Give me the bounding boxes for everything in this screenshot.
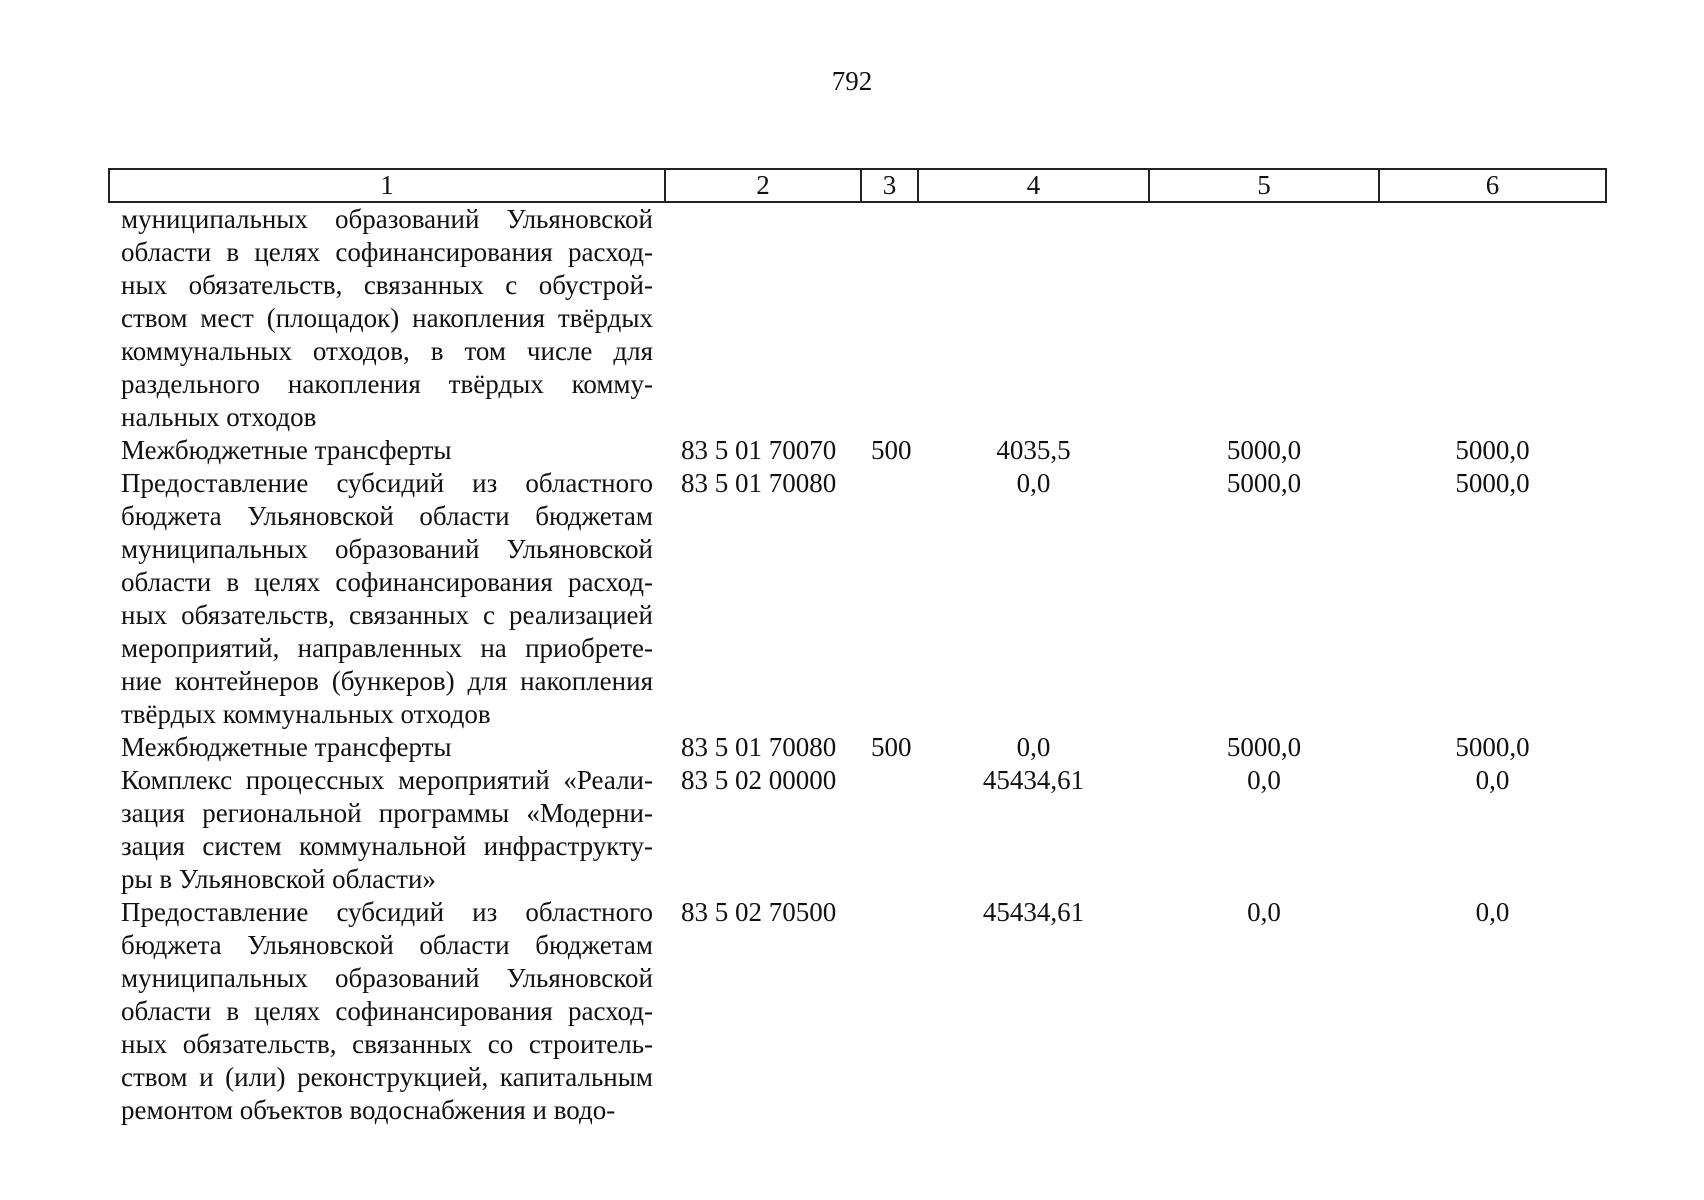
row-expense-type-cell <box>861 467 918 731</box>
page-number: 792 <box>831 66 873 96</box>
row-name-line: Комплекс процессных мероприятий «Реали- <box>121 765 653 795</box>
table-row <box>109 764 1606 896</box>
row-name-line: ных обязательств, связанных с обустрой- <box>121 270 653 300</box>
row-name-line: ние контейнеров (бункеров) для накопления <box>121 666 653 696</box>
row-name-line: Межбюджетные трансферты <box>121 435 452 465</box>
row-col4-value: 0,0 <box>1016 468 1051 498</box>
table-row <box>109 896 1606 1127</box>
row-col6-value: 0,0 <box>1475 765 1510 795</box>
row-name-line: области в целях софинансирования расход- <box>121 237 653 267</box>
row-name-cell <box>109 731 665 764</box>
row-name-line: Предоставление субсидий из областного <box>121 468 653 498</box>
row-expense-type-cell <box>861 764 918 896</box>
header-col-4: 4 <box>918 169 1149 202</box>
row-col4-value: 45434,61 <box>982 765 1085 795</box>
table-row <box>109 731 1606 764</box>
row-name-line: зация систем коммунальной инфраструкту- <box>121 831 653 861</box>
table-body <box>109 202 1606 1127</box>
row-name-cell <box>109 896 665 1127</box>
row-name-line: ством и (или) реконструкцией, капитальным <box>121 1062 653 1092</box>
row-name-line: области в целях софинансирования расход- <box>121 567 653 597</box>
row-code-cell: 83 5 01 70080 <box>681 732 837 762</box>
row-col6-value: 5000,0 <box>1455 435 1530 465</box>
row-name-cell <box>109 467 665 731</box>
row-code-cell: 83 5 02 00000 <box>681 765 837 795</box>
row-name-cell <box>109 434 665 467</box>
row-col4-value <box>918 202 1149 434</box>
row-col6-value: 5000,0 <box>1455 468 1530 498</box>
header-col-6: 6 <box>1379 169 1606 202</box>
row-name-line: ством мест (площадок) накопления твёрдых <box>121 303 653 333</box>
row-name-line: бюджета Ульяновской области бюджетам <box>121 501 653 531</box>
header-row <box>109 169 1606 202</box>
row-col5-value: 5000,0 <box>1226 435 1302 465</box>
row-name-line: ремонтом объектов водоснабжения и водо- <box>121 1095 616 1125</box>
header-col-5: 5 <box>1149 169 1379 202</box>
row-code-cell: 83 5 02 70500 <box>681 897 837 927</box>
row-name-line: коммунальных отходов, в том числе для <box>121 336 653 366</box>
row-col4-value: 45434,61 <box>982 897 1085 927</box>
row-col4-value: 4035,5 <box>996 435 1071 465</box>
row-name-line: области в целях софинансирования расход- <box>121 996 653 1026</box>
row-name-line: ных обязательств, связанных со строитель- <box>121 1029 653 1059</box>
row-expense-type-cell: 500 <box>871 435 912 465</box>
header-col-1: 1 <box>109 169 665 202</box>
row-col5-value: 5000,0 <box>1226 732 1302 762</box>
row-col6-value <box>1379 202 1606 434</box>
table-row <box>109 202 1606 434</box>
row-code-cell: 83 5 01 70080 <box>681 468 837 498</box>
header-col-3: 3 <box>861 169 918 202</box>
table-row <box>109 434 1606 467</box>
row-col4-value: 0,0 <box>1016 732 1051 762</box>
row-name-line: муниципальных образований Ульяновской <box>121 963 653 993</box>
budget-table <box>108 168 1607 1127</box>
row-col6-value: 5000,0 <box>1455 732 1530 762</box>
row-col6-value: 0,0 <box>1475 897 1510 927</box>
row-name-line: твёрдых коммунальных отходов <box>121 699 491 729</box>
row-name-line: нальных отходов <box>121 402 317 432</box>
row-name-line: муниципальных образований Ульяновской <box>121 204 653 234</box>
row-name-line: Предоставление субсидий из областного <box>121 897 653 927</box>
row-name-line: Межбюджетные трансферты <box>121 732 452 762</box>
row-col5-value: 0,0 <box>1247 897 1281 927</box>
row-name-line: ры в Ульяновской области» <box>121 864 436 894</box>
row-name-line: ных обязательств, связанных с реализацией <box>121 600 653 630</box>
row-col5-value: 0,0 <box>1247 765 1281 795</box>
row-name-line: бюджета Ульяновской области бюджетам <box>121 930 653 960</box>
table-row <box>109 467 1606 731</box>
row-name-line: мероприятий, направленных на приобрете- <box>121 633 653 663</box>
row-col5-value <box>1149 202 1379 434</box>
row-code-cell <box>665 202 861 434</box>
row-expense-type-cell: 500 <box>871 732 912 762</box>
row-name-line: муниципальных образований Ульяновской <box>121 534 653 564</box>
row-name-line: зация региональной программы «Модерни- <box>121 798 653 828</box>
row-code-cell: 83 5 01 70070 <box>681 435 837 465</box>
row-name-cell <box>109 764 665 896</box>
header-col-2: 2 <box>665 169 861 202</box>
row-col5-value: 5000,0 <box>1226 468 1302 498</box>
row-expense-type-cell <box>861 202 918 434</box>
row-name-cell <box>109 202 665 434</box>
row-expense-type-cell <box>861 896 918 1127</box>
row-name-line: раздельного накопления твёрдых комму- <box>121 369 653 399</box>
